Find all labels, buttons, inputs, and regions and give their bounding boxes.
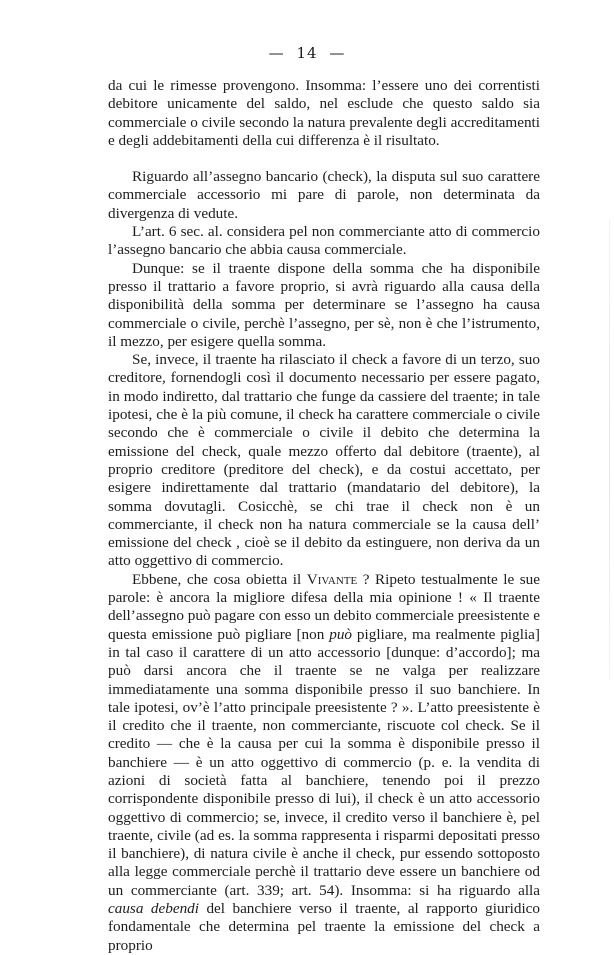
paragraph-2: Riguardo all’assegno bancario (check), la disputa sul suo carattere commerciale accessorio mi pare di parole, non determinata da divergenza di vedute. xyxy=(108,168,540,222)
paragraph-1: da cui le rimesse provengono. Insomma: l’essere uno dei correntisti debitore unicamente del saldo, nel esclude che questo saldo sia commerciale o civile secondo la natura prevalente degli accreditamenti e degli addebitamenti della cui differenza è il risultato. xyxy=(108,77,540,149)
paragraph-6-part-d: del banchiere verso il traente, al rapporto giuridico fondamentale che determina pel traente la emissione del check a proprio xyxy=(108,900,540,954)
scan-edge-shadow xyxy=(609,220,610,680)
paragraph-6-part-b: ? Ripeto testualmente le sue parole: è ancora la migliore difesa della mia opinione ! « Il traente dell’assegno può pagare con esso un debito commerciale preesistente e questa emissione può pigliare [non xyxy=(108,570,541,643)
paragraph-6-part-c: pigliare, ma realmente piglia] in tal caso il carattere di un atto accessorio [dunque: d’accordo]; ma può darsi ancora che il traente se ne valga per realizzare immediatamente una somma disponibile presso il suo banchiere. In tale ipotesi, ov’è l’atto principale preesistente ? ». L’atto preesistente è il credito che il traente, non commerciante, riscuote col check. Se il credito — che è la causa per cui la somma è disponibile presso il banchiere — è un atto oggettivo di commercio (p. e. la vendita di azioni di società fatta al banchiere, tenendo poi il prezzo corrispondente disponibile presso di lui), il check è un atto accessorio oggettivo di commercio; se, invece, il credito verso il banchiere è, pel traente, civile (ad es. la somma rappresenta i risparmi depositati presso il banchiere), di natura civile è anche il check, pur essendo sottoposto alla legge commerciale perchè il trattario deve essere un banchiere od un commerciante (art. 339; art. 54). Insomma: si ha riguardo alla xyxy=(108,625,540,899)
paragraph-5: Se, invece, il traente ha rilasciato il check a favore di un terzo, suo creditore, fornendogli così il documento necessario per essere pagato, in modo indiretto, dal trattario che funge da cassiere del traente; in tale ipotesi, che è la più comune, il check ha carattere commerciale o civile secondo che è commerciale o civile il debito che determina la emissione del check, quale mezzo offerto dal debitore (traente), al proprio creditore (preditore del check), e da costui accettato, per esigere indirettamente dal trattario (mandatario del debitore), la somma dovutagli. Cosicchè, se chi trae il check non è un commerciante, il check non ha natura commerciale se la causa dell’ emissione del check , cioè se il debito da estinguere, non deriva da un atto oggettivo di commercio. xyxy=(108,351,540,570)
emphasis-causa-debendi: causa debendi xyxy=(108,900,199,918)
header-dash-left: — xyxy=(268,44,285,62)
page-header xyxy=(0,44,614,62)
page-number: 14 xyxy=(296,44,318,62)
paragraph-4: Dunque: se il traente dispone della somma che ha disponibile presso il trattario a favore proprio, si avrà riguardo alla causa della disponibilità della somma per determinare se l’assegno ha causa commerciale o civile, perchè l’assegno, per sè, non è che l’istrumento, il mezzo, per esigere quella somma. xyxy=(108,259,540,350)
paragraph-3: L’art. 6 sec. al. considera pel non commerciante atto di commercio l’assegno bancario che abbia causa commerciale. xyxy=(108,223,540,259)
paragraph-6 xyxy=(108,571,540,955)
author-name: Vivante xyxy=(306,570,358,588)
body-text xyxy=(108,77,540,955)
paragraph-6-part-a: Ebbene, che cosa obietta il xyxy=(132,570,307,588)
header-dash-right: — xyxy=(329,44,346,62)
emphasis-puo: può xyxy=(329,625,352,643)
